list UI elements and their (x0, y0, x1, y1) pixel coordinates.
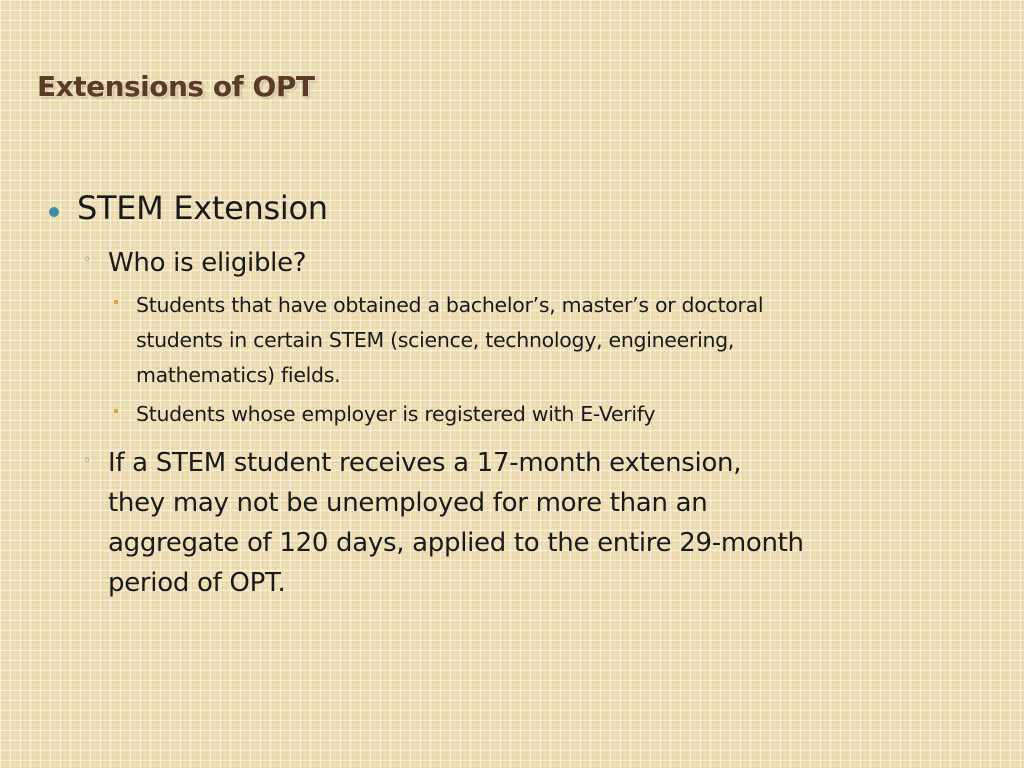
eligibility-item-1-line-2: students in certain STEM (science, technology, engineering, (136, 328, 735, 352)
bullet-who-is-eligible: Who is eligible? (108, 248, 307, 278)
unemployment-rule-line-3: aggregate of 120 days, applied to the entire 29-month (108, 528, 804, 558)
eligibility-item-2: Students whose employer is registered with E-Verify (136, 402, 656, 426)
square-bullet-icon (114, 409, 118, 413)
eligibility-item-1-line-1: Students that have obtained a bachelor’s, master’s or doctoral (136, 293, 764, 317)
open-circle-bullet-icon: ◦ (83, 252, 92, 268)
unemployment-rule-line-2: they may not be unemployed for more than an (108, 488, 708, 518)
unemployment-rule-line-1: If a STEM student receives a 17-month extension, (108, 448, 742, 478)
eligibility-item-1-line-3: mathematics) fields. (136, 363, 341, 387)
filled-circle-bullet-icon (49, 207, 59, 217)
open-circle-bullet-icon: ◦ (83, 453, 92, 469)
square-bullet-icon (114, 300, 118, 304)
slide-title: Extensions of OPT (37, 70, 315, 103)
bullet-stem-extension: STEM Extension (77, 189, 328, 227)
unemployment-rule-line-4: period of OPT. (108, 568, 286, 598)
